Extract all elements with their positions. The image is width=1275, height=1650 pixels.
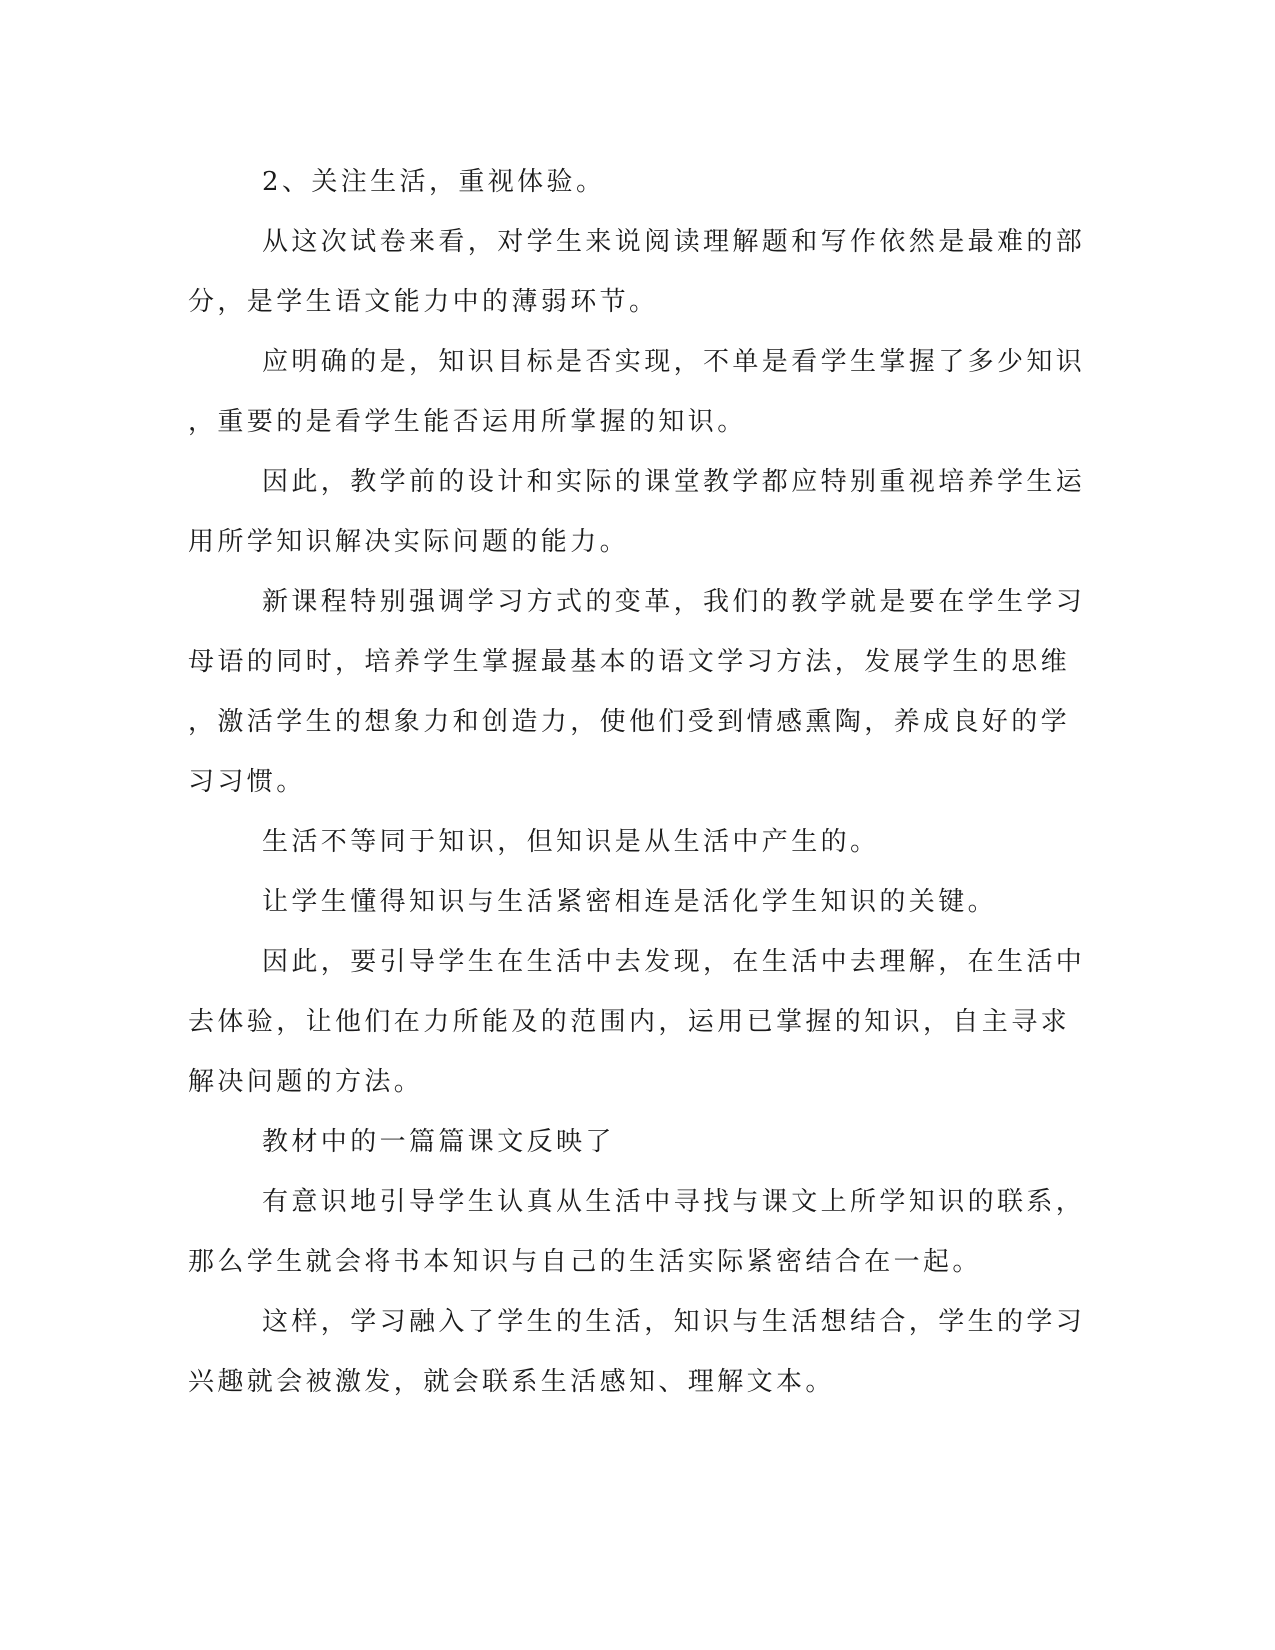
paragraph-line: 用所学知识解决实际问题的能力。 — [188, 527, 630, 557]
paragraph-line: 兴趣就会被激发，就会联系生活感知、理解文本。 — [188, 1367, 835, 1397]
paragraph-line: 教材中的一篇篇课文反映了 — [262, 1127, 615, 1157]
paragraph-line: 习习惯。 — [188, 767, 306, 797]
paragraph-line: 去体验，让他们在力所能及的范围内，运用已掌握的知识，自主寻求 — [188, 1007, 1071, 1037]
paragraph-line: 那么学生就会将书本知识与自己的生活实际紧密结合在一起。 — [188, 1247, 982, 1277]
paragraph-line: 母语的同时，培养学生掌握最基本的语文学习方法，发展学生的思维 — [188, 647, 1071, 677]
paragraph-line: 应明确的是，知识目标是否实现，不单是看学生掌握了多少知识 — [262, 347, 1086, 377]
paragraph-line: ，激活学生的想象力和创造力，使他们受到情感熏陶，养成良好的学 — [188, 707, 1071, 737]
paragraph-line: 生活不等同于知识，但知识是从生活中产生的。 — [262, 827, 880, 857]
paragraph-line: 从这次试卷来看，对学生来说阅读理解题和写作依然是最难的部 — [262, 227, 1086, 257]
paragraph-line: 因此，教学前的设计和实际的课堂教学都应特别重视培养学生运 — [262, 467, 1086, 497]
paragraph-line: 分，是学生语文能力中的薄弱环节。 — [188, 287, 659, 317]
paragraph-line: 新课程特别强调学习方式的变革，我们的教学就是要在学生学习 — [262, 587, 1086, 617]
paragraph-line: ，重要的是看学生能否运用所掌握的知识。 — [188, 407, 747, 437]
paragraph-line: 这样，学习融入了学生的生活，知识与生活想结合，学生的学习 — [262, 1307, 1086, 1337]
paragraph-line: 因此，要引导学生在生活中去发现，在生活中去理解，在生活中 — [262, 947, 1086, 977]
paragraph-line: 让学生懂得知识与生活紧密相连是活化学生知识的关键。 — [262, 887, 998, 917]
section-heading: 2、关注生活，重视体验。 — [262, 167, 606, 197]
paragraph-line: 解决问题的方法。 — [188, 1067, 424, 1097]
paragraph-line: 有意识地引导学生认真从生活中寻找与课文上所学知识的联系， — [262, 1187, 1086, 1217]
